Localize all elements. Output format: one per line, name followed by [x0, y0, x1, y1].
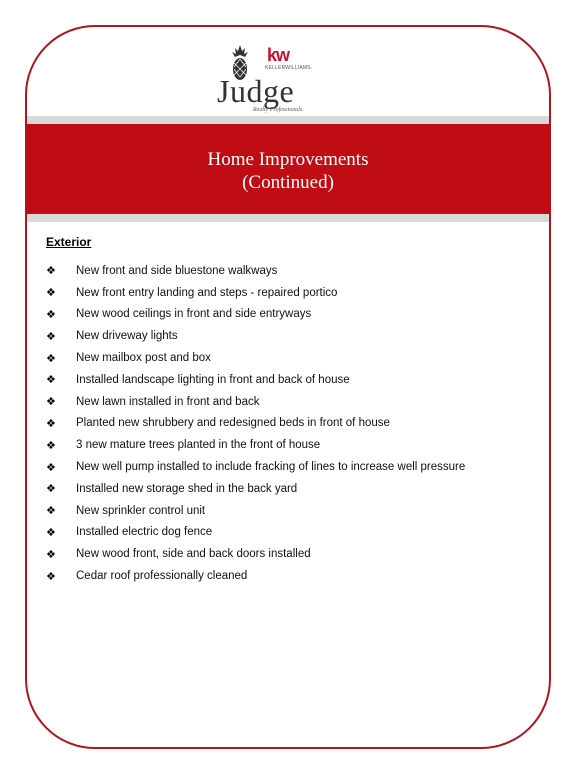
list-item-text: 3 new mature trees planted in the front of house [76, 439, 321, 452]
list-item-text: New wood front, side and back doors installed [76, 548, 311, 561]
list-item [46, 456, 465, 478]
diamond-bullet-icon: ❖ [46, 330, 56, 343]
diamond-bullet-icon: ❖ [46, 396, 56, 409]
kw-logo: kw [267, 45, 290, 65]
diamond-bullet-icon: ❖ [46, 548, 56, 561]
diamond-bullet-icon: ❖ [46, 287, 56, 300]
list-item [46, 434, 465, 456]
diamond-bullet-icon: ❖ [46, 374, 56, 387]
list-item-text: New driveway lights [76, 330, 178, 343]
list-item [46, 347, 465, 369]
diamond-bullet-icon: ❖ [46, 417, 56, 430]
diamond-bullet-icon: ❖ [46, 352, 56, 365]
company-logo [217, 45, 347, 121]
banner-top-stripe [27, 116, 549, 124]
list-item [46, 260, 465, 282]
list-item [46, 413, 465, 435]
improvement-list [46, 260, 465, 587]
banner-bottom-stripe [27, 214, 549, 222]
list-item-text: Planted new shrubbery and redesigned beds in front of house [76, 417, 390, 430]
list-item [46, 282, 465, 304]
list-item-text: New wood ceilings in front and side entryways [76, 308, 312, 321]
list-item [46, 304, 465, 326]
list-item [46, 500, 465, 522]
page-frame [25, 25, 551, 749]
list-item-text: New sprinkler control unit [76, 504, 206, 517]
diamond-bullet-icon: ❖ [46, 483, 56, 496]
list-item [46, 478, 465, 500]
section-heading: Exterior [46, 235, 92, 249]
list-item [46, 325, 465, 347]
list-item-text: New mailbox post and box [76, 352, 211, 365]
list-item [46, 391, 465, 413]
diamond-bullet-icon: ❖ [46, 461, 56, 474]
diamond-bullet-icon: ❖ [46, 439, 56, 452]
title-banner [27, 124, 549, 214]
list-item [46, 369, 465, 391]
diamond-bullet-icon: ❖ [46, 570, 56, 583]
diamond-bullet-icon: ❖ [46, 265, 56, 278]
list-item-text: Installed electric dog fence [76, 526, 213, 539]
list-item [46, 565, 465, 587]
list-item [46, 543, 465, 565]
list-item [46, 522, 465, 544]
logo-brand-text: Judge [217, 73, 295, 109]
diamond-bullet-icon: ❖ [46, 526, 56, 539]
banner-title-line2: (Continued) [242, 172, 334, 193]
list-item-text: Installed landscape lighting in front and back of house [76, 373, 350, 386]
list-item-text: Installed new storage shed in the back yard [76, 482, 298, 495]
list-item-text: New front and side bluestone walkways [76, 264, 278, 277]
diamond-bullet-icon: ❖ [46, 505, 56, 518]
list-item-text: Cedar roof professionally cleaned [76, 570, 248, 583]
diamond-bullet-icon: ❖ [46, 308, 56, 321]
banner-title-line1: Home Improvements [207, 149, 369, 170]
list-item-text: New front entry landing and steps - repaired portico [76, 286, 338, 299]
kw-company-name: KELLERWILLIAMS. [265, 65, 313, 71]
list-item-text: New lawn installed in front and back [76, 395, 260, 408]
list-item-text: New well pump installed to include fracking of lines to increase well pressure [76, 461, 466, 474]
logo-subtitle: Realty Professionals [253, 107, 303, 113]
